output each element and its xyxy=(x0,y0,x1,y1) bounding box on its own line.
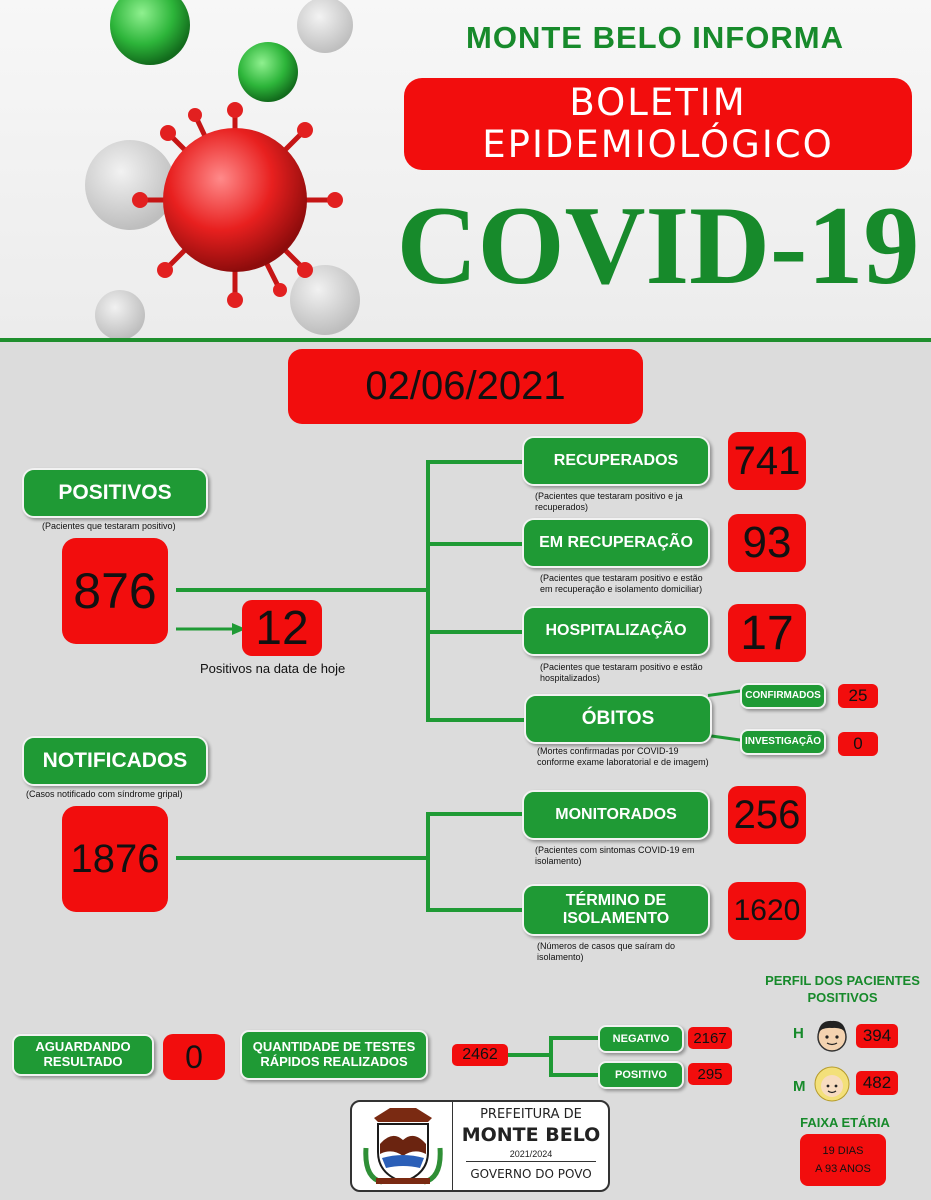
bulletin-date: 02/06/2021 xyxy=(288,349,643,424)
header-title: MONTE BELO INFORMA xyxy=(466,20,844,55)
perfil-title-line1: PERFIL DOS PACIENTES xyxy=(765,973,920,988)
positivos-value: 876 xyxy=(62,538,168,644)
em-recuperacao-label: EM RECUPERAÇÃO xyxy=(522,518,710,568)
monitorados-value: 256 xyxy=(728,786,806,844)
covid-title: COVID-19 xyxy=(396,184,920,308)
arrow-icon xyxy=(176,622,246,636)
recuperados-note: (Pacientes que testaram positivo e ja recuperados) xyxy=(535,491,683,512)
em-recuperacao-value: 93 xyxy=(728,514,806,572)
termino-label xyxy=(522,884,710,936)
perfil-title-line2: POSITIVOS xyxy=(807,990,878,1005)
perfil-h-label: H xyxy=(793,1025,804,1042)
bulletin-line1: BOLETIM xyxy=(569,81,747,124)
termino-label-line1: TÉRMINO DE xyxy=(565,892,667,910)
aguardando-value: 0 xyxy=(163,1034,225,1080)
perfil-faixa-line2: A 93 ANOS xyxy=(815,1163,871,1175)
man-icon xyxy=(812,1015,852,1055)
notificados-value: 1876 xyxy=(62,806,168,912)
aguardando-label-line1: AGUARDANDO xyxy=(35,1039,131,1055)
obitos-confirmados-label: CONFIRMADOS xyxy=(740,683,826,709)
logo-line3: 2021/2024 xyxy=(509,1149,553,1159)
perfil-title xyxy=(755,972,930,1006)
hospitalizacao-note: (Pacientes que testaram positivo e estão hospitalizados) xyxy=(540,662,703,683)
virus-illustration xyxy=(0,0,400,338)
recuperados-value: 741 xyxy=(728,432,806,490)
header-banner xyxy=(0,0,931,338)
testes-negativo-label: NEGATIVO xyxy=(598,1025,684,1053)
perfil-m-value: 482 xyxy=(856,1071,898,1095)
testes-label-line1: QUANTIDADE DE TESTES xyxy=(252,1039,416,1055)
termino-note: (Números de casos que saíram do isolamento) xyxy=(537,941,676,962)
prefeitura-logo xyxy=(350,1100,610,1192)
aguardando-label xyxy=(12,1034,154,1076)
hospitalizacao-label: HOSPITALIZAÇÃO xyxy=(522,606,710,656)
positivos-today-label: Positivos na data de hoje xyxy=(200,661,346,676)
notificados-label: NOTIFICADOS xyxy=(22,736,208,786)
notificados-note: (Casos notificado com síndrome gripal) xyxy=(26,789,183,799)
testes-negativo-value: 2167 xyxy=(688,1027,732,1049)
perfil-faixa-label: FAIXA ETÁRIA xyxy=(800,1115,890,1130)
aguardando-label-line2: RESULTADO xyxy=(43,1054,123,1069)
obitos-investigacao-label: INVESTIGAÇÃO xyxy=(740,729,826,755)
obitos-confirmados-value: 25 xyxy=(838,684,878,708)
monitorados-note: (Pacientes com sintomas COVID-19 em isolamento) xyxy=(535,845,695,866)
obitos-investigacao-value: 0 xyxy=(838,732,878,756)
logo-line2: MONTE BELO xyxy=(461,1124,601,1146)
perfil-faixa-value xyxy=(800,1134,886,1186)
bulletin-line2: EPIDEMIOLÓGICO xyxy=(482,123,834,166)
em-recuperacao-note: (Pacientes que testaram positivo e estão em recuperação e isolamento domiciliar) xyxy=(540,573,703,594)
logo-line4: GOVERNO DO POVO xyxy=(470,1167,592,1181)
termino-label-line2: ISOLAMENTO xyxy=(562,910,670,927)
header-divider xyxy=(0,338,931,342)
coat-of-arms-icon xyxy=(362,1108,444,1186)
hospitalizacao-value: 17 xyxy=(728,604,806,662)
logo-rule xyxy=(466,1161,596,1162)
testes-label-line2: RÁPIDOS REALIZADOS xyxy=(260,1054,408,1069)
obitos-label: ÓBITOS xyxy=(524,694,712,744)
logo-divider xyxy=(452,1102,453,1190)
woman-icon xyxy=(812,1064,852,1104)
recuperados-label: RECUPERADOS xyxy=(522,436,710,486)
positivos-label: POSITIVOS xyxy=(22,468,208,518)
perfil-faixa-line1: 19 DIAS xyxy=(822,1145,864,1157)
testes-positivo-value: 295 xyxy=(688,1063,732,1085)
bulletin-banner xyxy=(404,78,912,170)
testes-positivo-label: POSITIVO xyxy=(598,1061,684,1089)
logo-line1: PREFEITURA DE xyxy=(480,1107,582,1122)
monitorados-label: MONITORADOS xyxy=(522,790,710,840)
obitos-note: (Mortes confirmadas por COVID-19 conforme exame laboratorial e de imagem) xyxy=(537,746,709,767)
testes-value: 2462 xyxy=(452,1044,508,1066)
termino-value: 1620 xyxy=(728,882,806,940)
positivos-note: (Pacientes que testaram positivo) xyxy=(42,521,176,531)
positivos-today-value: 12 xyxy=(242,600,322,656)
testes-label xyxy=(240,1030,428,1080)
perfil-m-label: M xyxy=(793,1078,806,1095)
perfil-h-value: 394 xyxy=(856,1024,898,1048)
